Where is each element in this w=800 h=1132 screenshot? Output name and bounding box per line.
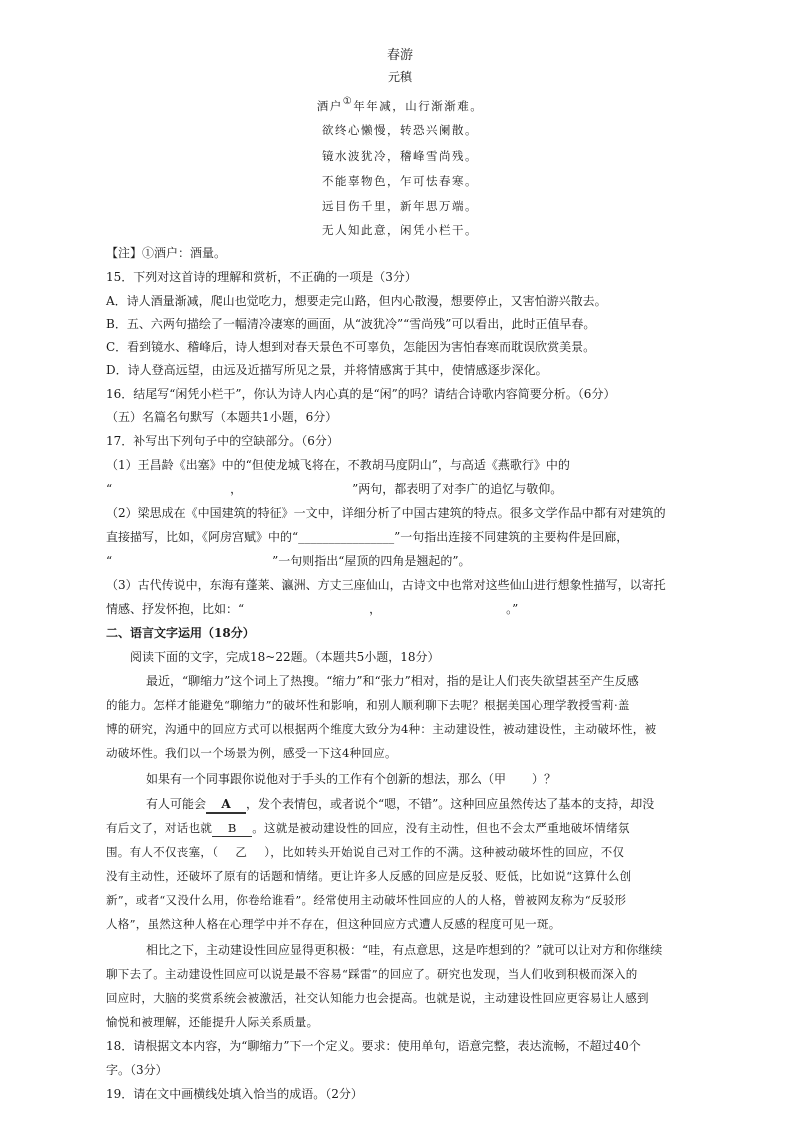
q16: 16．结尾写“闲凭小栏干”，你认为诗人内心真的是“闲”的吗？请结合诗歌内容简要分析。（6分） — [106, 387, 616, 401]
q15-option-c: C．看到镜水、稽峰后，诗人想到对春天景色不可辜负，怎能因为害怕春寒而耽误欣赏美景。 — [106, 340, 596, 354]
reading-intro: 阅读下面的文字，完成18~22题。（本题共5小题，18分） — [130, 650, 440, 664]
footnote-marker: ① — [342, 96, 354, 107]
poem-line-3: 镜水波犹冷，稽峰雪尚残。 — [322, 149, 478, 163]
q17-part2-line3: “ ”一句则指出“屋顶的四角是翘起的”。 — [106, 554, 471, 568]
poem-line-6: 无人知此意，闲凭小栏干。 — [322, 223, 478, 237]
section-2-heading: 二、语言文字运用（18分） — [106, 626, 255, 640]
poem-note: 【注】①酒户：酒量。 — [106, 246, 227, 260]
q19: 19．请在文中画横线处填入恰当的成语。（2分） — [106, 1087, 363, 1101]
q17-part2-line1: （2）梁思成在《中国建筑的特征》一文中，详细分析了中国古建筑的特点。很多文学作品中都有对建筑的 — [106, 506, 666, 520]
q15-stem: 15．下列对这首诗的理解和赏析，不正确的一项是（3分） — [106, 270, 417, 284]
section-5-heading: （五）名篇名句默写（本题共1小题，6分） — [106, 410, 338, 424]
passage-p1-line3: 博的研究，沟通中的回应方式可以根据两个维度大致分为4种：主动建设性，被动建设性，主动破坏性，被 — [106, 722, 657, 736]
poem-line-1: 酒户①年年减，山行渐渐难。 — [316, 96, 484, 113]
passage-p4-line3: 回应时，大脑的奖赏系统会被激活，社交认知能力也会提高。也就是说，主动建设性回应更容易让人感到 — [106, 991, 649, 1005]
q15-option-a: A．诗人酒量渐减，爬山也觉吃力，想要走完山路，但内心散漫，想要停止，又害怕游兴散去。 — [106, 294, 607, 308]
q17-part3-line2: 情感、抒发怀抱，比如：“ ， 。” — [106, 602, 519, 616]
poem-line-2: 欲终心懒慢，转恐兴阑散。 — [322, 123, 478, 137]
poem-line-4: 不能辜物色，乍可怯春寒。 — [322, 174, 478, 188]
q18-line2: 字。（3分） — [106, 1063, 168, 1077]
q17-part1-line1: （1）王昌龄《出塞》中的“但使龙城飞将在，不教胡马度阴山”，与高适《燕歌行》中的 — [106, 458, 570, 472]
poem-title: 春游 — [386, 48, 413, 63]
q15-option-b: B．五、六两句描绘了一幅清冷凄寒的画面，从“波犹冷”“雪尚残”可以看出，此时正值早春。 — [106, 317, 596, 331]
q17-part2-line2: 直接描写，比如，《阿房宫赋》中的“________________”一句指出连接不同建筑的主要构件是回廊， — [106, 530, 629, 544]
passage-p2: 如果有一个同事跟你说他对于手头的工作有个创新的想法，那么（甲 ）？ — [146, 772, 557, 786]
passage-p3-line1: 有人可能会 A ，发个表情包，或者说个“嗯，不错”。这种回应虽然传达了基本的支持，却没 — [146, 796, 746, 814]
q18-line1: 18．请根据文本内容，为“聊缩力”下一个定义。要求：使用单句，语意完整，表达流畅，不超过40个 — [106, 1039, 641, 1053]
passage-p1-line4: 动破坏性。我们以一个场景为例，感受一下这4种回应。 — [106, 746, 397, 760]
passage-p4-line4: 愉悦和被理解，还能提升人际关系质量。 — [106, 1015, 319, 1029]
passage-p1-line1: 最近，“聊缩力”这个词上了热搜。“缩力”和“张力”相对，指的是让人们丧失欲望甚至产生反感 — [146, 674, 639, 688]
passage-p3-line4: 没有主动性，还破坏了原有的话题和情绪。更让许多人反感的回应是反驳、贬低，比如说“这算什么创 — [106, 869, 632, 883]
passage-p4-line1: 相比之下，主动建设性回应显得更积极：“哇，有点意思，这是咋想到的？”就可以让对方和你继续 — [146, 943, 663, 957]
answer-blank[interactable]: ________________ — [298, 530, 395, 544]
blank-yi[interactable]: 乙 — [235, 845, 248, 859]
poem-author: 元稹 — [387, 70, 412, 84]
passage-p3-line6: 人格”，虽然这种人格在心理学中并不存在，但这种回应方式遭人反感的程度可见一斑。 — [106, 917, 561, 931]
q17-part3-line1: （3）古代传说中，东海有蓬莱、瀛洲、方丈三座仙山，古诗文中也常对这些仙山进行想象性描写，以寄托 — [106, 578, 666, 592]
passage-p3-line3: 围。有人不仅丧塞，（ 乙 ），比如转头开始说自己对工作的不满。这种被动破坏性的回应，不仅 — [106, 845, 625, 859]
passage-p3-line5: 新”，或者“又没什么用，你卷给谁看”。经常使用主动破坏性回应的人的人格，曾被网友称为“反驳形 — [106, 893, 627, 907]
q15-option-d: D．诗人登高远望，由远及近描写所见之景，并将情感寓于其中，使情感逐步深化。 — [106, 363, 548, 377]
passage-p3-line2: 有后文了，对话也就 B 。这就是被动建设性的回应，没有主动性，但也不会太严重地破坏情绪氛 — [106, 821, 630, 835]
q17-stem: 17．补写出下列句子中的空缺部分。（6分） — [106, 434, 339, 448]
blank-a[interactable]: A — [206, 796, 246, 814]
q17-part1-line2: “ ， ”两句，都表明了对李广的追忆与敬仰。 — [106, 482, 563, 496]
poem-line-5: 远目伤千里，新年思万端。 — [322, 199, 478, 213]
blank-b[interactable]: B — [212, 820, 252, 837]
passage-p4-line2: 聊下去了。主动建设性回应可以说是最不容易“踩雷”的回应了。研究也发现，当人们收到积极而深入的 — [106, 967, 638, 981]
passage-p1-line2: 的能力。怎样才能避免“聊缩力”的破坏性和影响，和别人顺利聊下去呢？根据美国心理学教授雪莉·盖 — [106, 698, 630, 712]
